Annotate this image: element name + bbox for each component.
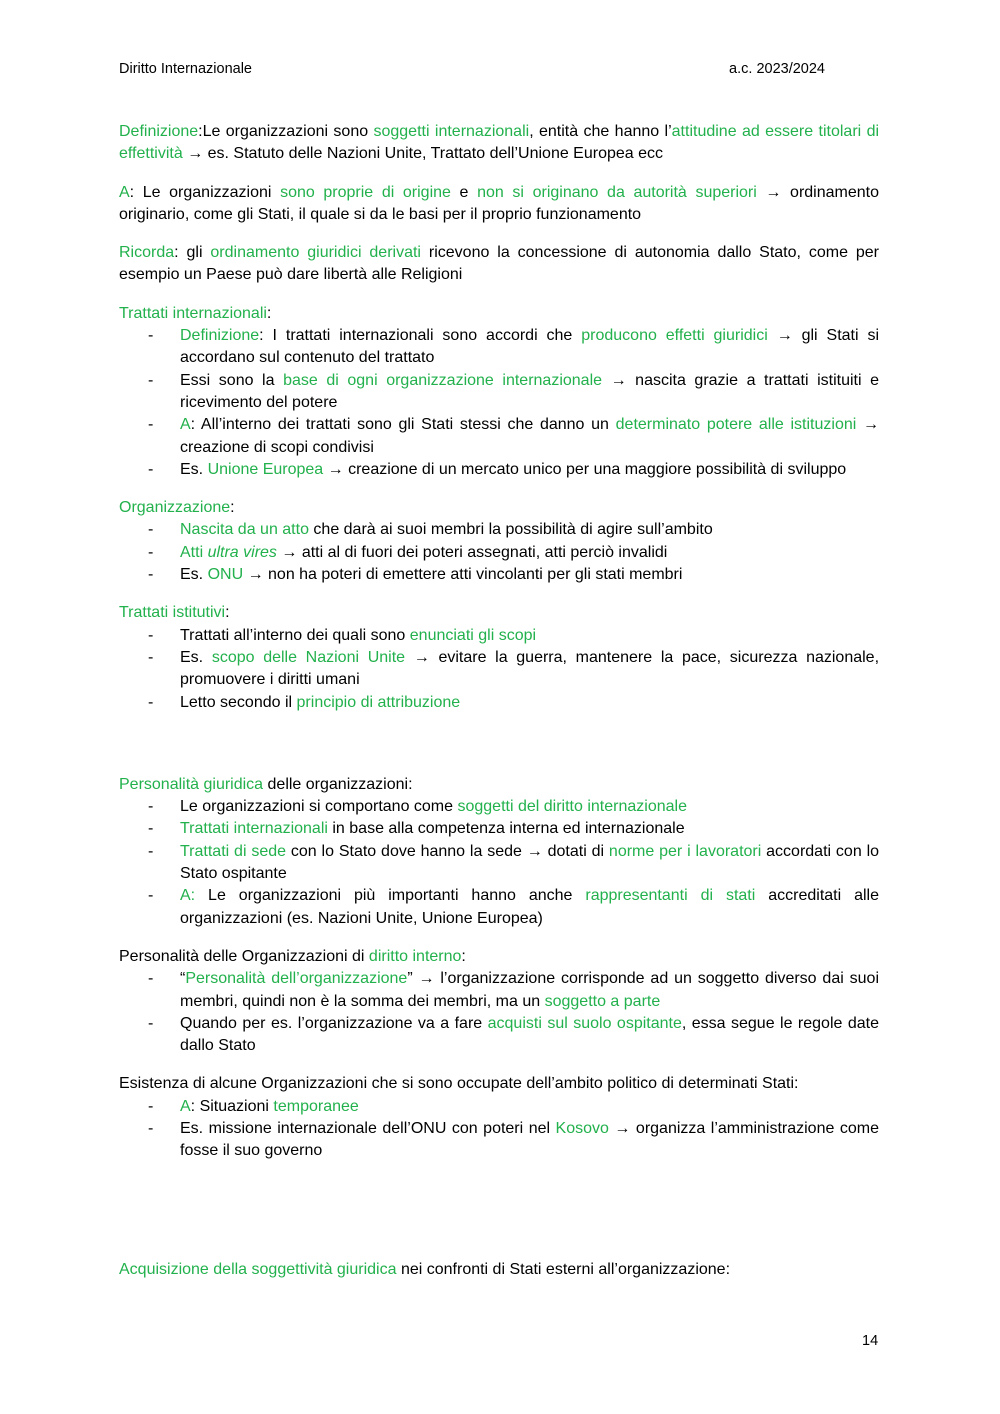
list-item: [119, 841, 879, 886]
text-run: Personalità delle Organizzazioni di: [119, 947, 369, 965]
text-run: → nascita grazie a trattati istituiti e ricevimento del potere: [180, 371, 880, 411]
bullet-list: [119, 519, 879, 586]
text-run: → creazione di un mercato unico per una maggiore possibilità di sviluppo: [323, 460, 847, 478]
green-term: soggetto a parte: [544, 992, 661, 1010]
acquisizione-paragraph: [119, 1259, 879, 1281]
text-run: Le organizzazioni si comportano come: [180, 798, 458, 816]
text-run: Es.: [180, 566, 208, 584]
text-run: → non ha poteri di emettere atti vincolanti per gli stati membri: [243, 566, 683, 584]
green-term: ONU: [207, 566, 244, 584]
list-item: [119, 1118, 879, 1163]
green-term: Kosovo: [555, 1119, 609, 1137]
green-term: diritto interno: [368, 947, 462, 965]
section-diritto-interno: [119, 946, 879, 1057]
ricorda-paragraph: [119, 242, 879, 287]
text-run: ricevono la concessione di autonomia dallo Stato, come per esempio un Paese può dare libertà alle Religioni: [119, 244, 880, 284]
text-run: :: [408, 775, 413, 793]
section-title: [119, 602, 879, 624]
green-term: rappresentanti di stati: [585, 887, 756, 905]
green-term: Personalità giuridica: [119, 775, 264, 793]
page-header: [119, 61, 825, 77]
text-run: , essa segue le regole date dallo Stato: [180, 1014, 879, 1055]
text-run: ” → l’organizzazione corrisponde ad un soggetto diverso dai suoi membri, quindi non è la somma dei membri, ma un: [180, 970, 879, 1010]
green-term: principio di attribuzione: [296, 693, 461, 711]
green-term: ordinamento giuridici derivati: [210, 244, 421, 262]
section-personalita-giuridica: [119, 774, 879, 930]
section-title: Esistenza di alcune Organizzazioni che si sono occupate dell’ambito politico di determinati Stati:: [119, 1075, 799, 1093]
list-item: [119, 818, 879, 840]
green-term: enunciati gli scopi: [409, 626, 537, 644]
green-term: Definizione: [119, 123, 199, 140]
bullet-list: [119, 625, 879, 714]
list-item: [119, 370, 879, 415]
list-item: [119, 968, 879, 1013]
list-item: [119, 519, 879, 541]
text-run: : All’interno dei trattati sono gli Stati stessi che danno un: [190, 416, 616, 434]
green-term: determinato potere alle istituzioni: [615, 416, 857, 434]
green-term: Atti: [180, 543, 208, 561]
section-organizzazione: [119, 497, 879, 586]
green-term: non si originano da autorità superiori: [477, 183, 757, 201]
bullet-list: [119, 968, 879, 1057]
text-run: → ordinamento originario, come gli Stati, il quale si da le basi per il proprio funzionamento: [119, 183, 880, 223]
text-run: : gli: [174, 244, 211, 262]
text-run: delle organizzazioni: [263, 775, 409, 793]
green-term: sono proprie di origine: [280, 183, 451, 201]
text-run: accordati con lo Stato ospitante: [180, 842, 880, 883]
green-term: Ricorda: [119, 244, 175, 262]
text-run: Letto secondo il: [180, 693, 297, 711]
text-run: :: [225, 604, 230, 622]
text-run: , entità che hanno l’: [529, 123, 672, 140]
green-term: Nascita da un atto: [180, 521, 309, 539]
text-run: : I trattati internazionali sono accordi che: [259, 327, 582, 345]
text-run: :Le organizzazioni sono: [198, 123, 374, 140]
section-esistenza: [119, 1073, 879, 1162]
text-run: in base alla competenza interna ed internazionale: [327, 820, 685, 838]
text-run: Es.: [180, 460, 208, 478]
green-term: Organizzazione: [119, 499, 231, 517]
green-term: soggetti del diritto internazionale: [457, 798, 687, 816]
text-run: Es.: [180, 648, 212, 666]
text-run: → creazione di scopi condivisi: [180, 416, 880, 456]
text-run: Es. missione internazionale dell’ONU con poteri nel: [180, 1119, 556, 1137]
green-term: producono effetti giuridici: [581, 327, 768, 345]
bullet-list: [119, 1096, 879, 1163]
green-term: scopo delle Nazioni Unite: [211, 648, 406, 666]
green-term: soggetti internazionali: [373, 123, 530, 140]
academic-year: a.c. 2023/2024: [729, 61, 825, 77]
green-term: temporanee: [273, 1097, 359, 1115]
text-run: :: [266, 304, 272, 322]
green-term: Definizione: [180, 327, 260, 345]
list-item: [119, 796, 879, 818]
green-term: A: [180, 416, 191, 434]
list-item: [119, 564, 879, 586]
text-run: → organizza l’amministrazione come fosse il suo governo: [180, 1119, 880, 1160]
bullet-list: [119, 796, 879, 930]
text-run: accreditati alle organizzazioni (es. Nazioni Unite, Unione Europea): [180, 887, 879, 927]
list-item: [119, 885, 879, 930]
text-run: → atti al di fuori dei poteri assegnati, atti perciò invalidi: [276, 543, 668, 561]
green-term: A:: [180, 887, 196, 905]
text-run: : Le organizzazioni: [129, 183, 281, 201]
green-term: acquisti sul suolo ospitante: [487, 1014, 682, 1032]
section-title: [119, 946, 879, 968]
green-term: Trattati di sede: [180, 842, 287, 860]
text-run: “: [180, 970, 186, 988]
green-term: A: [180, 1097, 191, 1115]
list-item: [119, 692, 879, 714]
section-title: [119, 497, 879, 519]
green-term: Trattati internazionali: [180, 820, 328, 838]
text-run: Quando per es. l’organizzazione va a fare: [180, 1014, 488, 1032]
section-trattati-istitutivi: [119, 602, 879, 713]
section-title: [119, 774, 879, 796]
course-title: Diritto Internazionale: [119, 61, 252, 77]
green-term: attitudine ad essere titolari di effettività: [119, 123, 880, 163]
page-number: 14: [862, 1333, 879, 1349]
list-item: [119, 647, 879, 692]
definition-paragraph: [119, 121, 879, 166]
list-item: [119, 1096, 879, 1118]
text-run: Le organizzazioni più importanti hanno anche: [195, 887, 586, 905]
text-run: → es. Statuto delle Nazioni Unite, Trattato dell’Unione Europea ecc: [182, 145, 664, 163]
text-run: :: [461, 947, 466, 965]
text-run: → gli Stati si accordano sul contenuto del trattato: [180, 327, 880, 367]
bullet-list: [119, 325, 879, 481]
green-term: base di ogni organizzazione internazionale: [283, 371, 603, 389]
list-item: [119, 542, 879, 564]
text-run: Essi sono la: [180, 371, 284, 389]
list-item: [119, 459, 879, 481]
green-term: Personalità dell’organizzazione: [185, 970, 408, 988]
green-term: Acquisizione della soggettività giuridica: [119, 1260, 397, 1278]
list-item: [119, 325, 879, 370]
section-trattati-internazionali: [119, 303, 879, 481]
list-item: [119, 1013, 879, 1058]
text-run: : Situazioni: [190, 1097, 274, 1115]
green-term: A: [119, 183, 130, 201]
note-a-paragraph: [119, 182, 879, 227]
green-term: Trattati internazionali: [119, 304, 267, 322]
text-run: che darà ai suoi membri la possibilità di agire sull’ambito: [308, 521, 713, 539]
green-term-italic: ultra vires: [207, 543, 277, 561]
text-run: → evitare la guerra, mantenere la pace, sicurezza nazionale, promuovere i diritti umani: [180, 648, 880, 689]
text-run: Trattati all’interno dei quali sono: [180, 626, 410, 644]
text-run: :: [230, 499, 235, 517]
text-run: con lo Stato dove hanno la sede → dotati di: [286, 842, 609, 860]
list-item: [119, 414, 879, 459]
section-title: [119, 303, 879, 325]
text-run: e: [450, 183, 478, 201]
text-run: nei confronti di Stati esterni all’organizzazione:: [396, 1260, 731, 1278]
green-term: Unione Europea: [207, 460, 324, 478]
green-term: norme per i lavoratori: [608, 842, 762, 860]
green-term: Trattati istitutivi: [119, 604, 226, 622]
list-item: [119, 625, 879, 647]
page-content: [119, 121, 879, 1297]
